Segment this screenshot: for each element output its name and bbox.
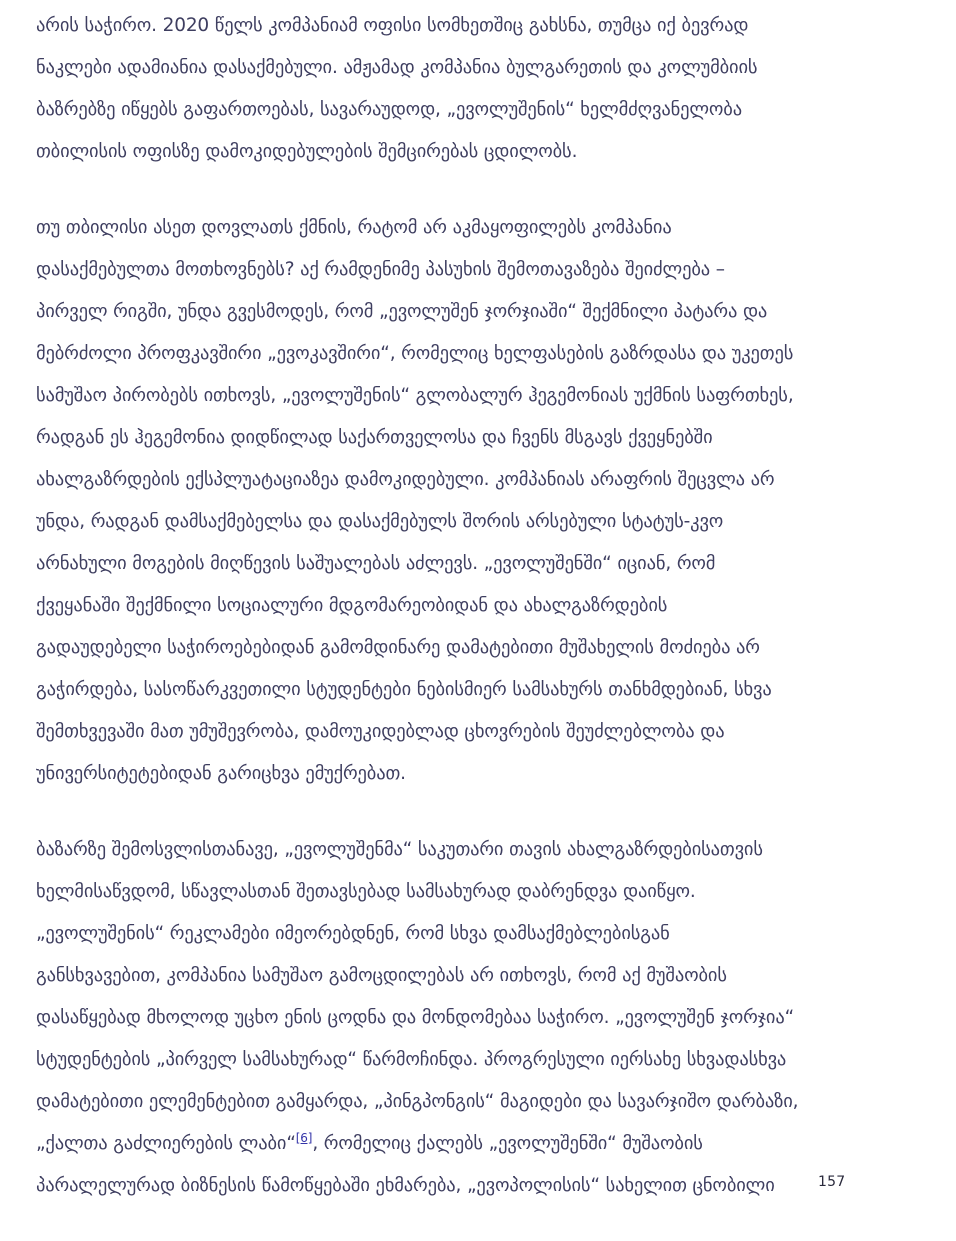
text-line: თბილისის ოფისზე დამოკიდებულების შემცირებას ცდილობს. [36,141,578,162]
footnote-ref-6-link[interactable]: [6] [295,1130,313,1145]
text-line: უნდა, რადგან დამსაქმებელსა და დასაქმებულს შორის არსებული სტატუს-კვო [36,511,724,532]
text-line: არის საჭირო. 2020 წელს კომპანიამ ოფისი სომხეთშიც გახსნა, თუმცა იქ ბევრად [36,15,749,36]
text-line: რადგან ეს ჰეგემონია დიდწილად საქართველოსა და ჩვენს მსგავს ქვეყნებში [36,427,713,448]
text-line: გადაუდებელი საჭიროებებიდან გამომდინარე დამატებითი მუშახელის მოძიება არ [36,637,760,658]
paragraph-2 [36,207,936,795]
text-line: პარალელურად ბიზნესის წამოწყებაში ეხმარება, „ევოპოლისის“ სახელით ცნობილი [36,1175,775,1196]
text-line: ხელმისაწვდომ, სწავლასთან შეთავსებად სამსახურად დაბრენდვა დაიწყო. [36,881,696,902]
text-line: სამუშაო პირობებს ითხოვს, „ევოლუშენის“ გლობალურ ჰეგემონიას უქმნის საფრთხეს, [36,385,794,406]
text-line: „ევოლუშენის“ რეკლამები იმეორებდნენ, რომ სხვა დამსაქმებლებისგან [36,923,670,944]
page-number: 157 [818,1174,846,1190]
text-line-with-footnote [36,1123,936,1165]
text-line: არნახული მოგების მიღწევის საშუალებას აძლევს. „ევოლუშენში“ იციან, რომ [36,553,716,574]
paragraph-1 [36,5,936,173]
text-line: ქვეყანაში შექმნილი სოციალური მდგომარეობიდან და ახალგაზრდების [36,595,668,616]
paragraph-3 [36,829,936,1207]
text-line: სტუდენტების „პირველ სამსახურად“ წარმოჩინდა. პროგრესული იერსახე სხვადასხვა [36,1049,787,1070]
text-segment: „ქალთა გაძლიერების ლაბი“ [36,1133,296,1154]
text-line: შემთხვევაში მათ უმუშევრობა, დამოუკიდებლად ცხოვრების შეუძლებლობა და [36,721,725,742]
text-line: ბაზარზე შემოსვლისთანავე, „ევოლუშენმა“ საკუთარი თავის ახალგაზრდებისათვის [36,839,763,860]
text-line: ნაკლები ადამიანია დასაქმებული. ამჟამად კომპანია ბულგარეთის და კოლუმბიის [36,57,758,78]
text-line: დასაქმებულთა მოთხოვნებს? აქ რამდენიმე პასუხის შემოთავაზება შეიძლება – [36,259,725,280]
text-line: უნივერსიტეტებიდან გარიცხვა ემუქრებათ. [36,763,406,784]
text-line: გაჭირდება, სასოწარკვეთილი სტუდენტები ნებისმიერ სამსახურს თანხმდებიან, სხვა [36,679,772,700]
text-segment: , რომელიც ქალებს „ევოლუშენში“ მუშაობის [312,1133,703,1154]
text-line: დამატებითი ელემენტებით გამყარდა, „პინგპონგის“ მაგიდები და სავარჯიშო დარბაზი, [36,1091,799,1112]
body-text [36,5,936,1241]
text-line: დასაწყებად მხოლოდ უცხო ენის ცოდნა და მონდომებაა საჭირო. „ევოლუშენ ჯორჯია“ [36,1007,795,1028]
text-line: ახალგაზრდების ექსპლუატაციაზეა დამოკიდებული. კომპანიას არაფრის შეცვლა არ [36,469,775,490]
text-line: თუ თბილისი ასეთ დოვლათს ქმნის, რატომ არ აკმაყოფილებს კომპანია [36,217,672,238]
text-line: განსხვავებით, კომპანია სამუშაო გამოცდილებას არ ითხოვს, რომ აქ მუშაობის [36,965,727,986]
text-line: პირველ რიგში, უნდა გვესმოდეს, რომ „ევოლუშენ ჯორჯიაში“ შექმნილი პატარა და [36,301,768,322]
text-line: ბაზრებზე იწყებს გაფართოებას, სავარაუდოდ, „ევოლუშენის“ ხელმძღვანელობა [36,99,742,120]
text-line: მებრძოლი პროფკავშირი „ევოკავშირი“, რომელიც ხელფასების გაზრდასა და უკეთეს [36,343,794,364]
